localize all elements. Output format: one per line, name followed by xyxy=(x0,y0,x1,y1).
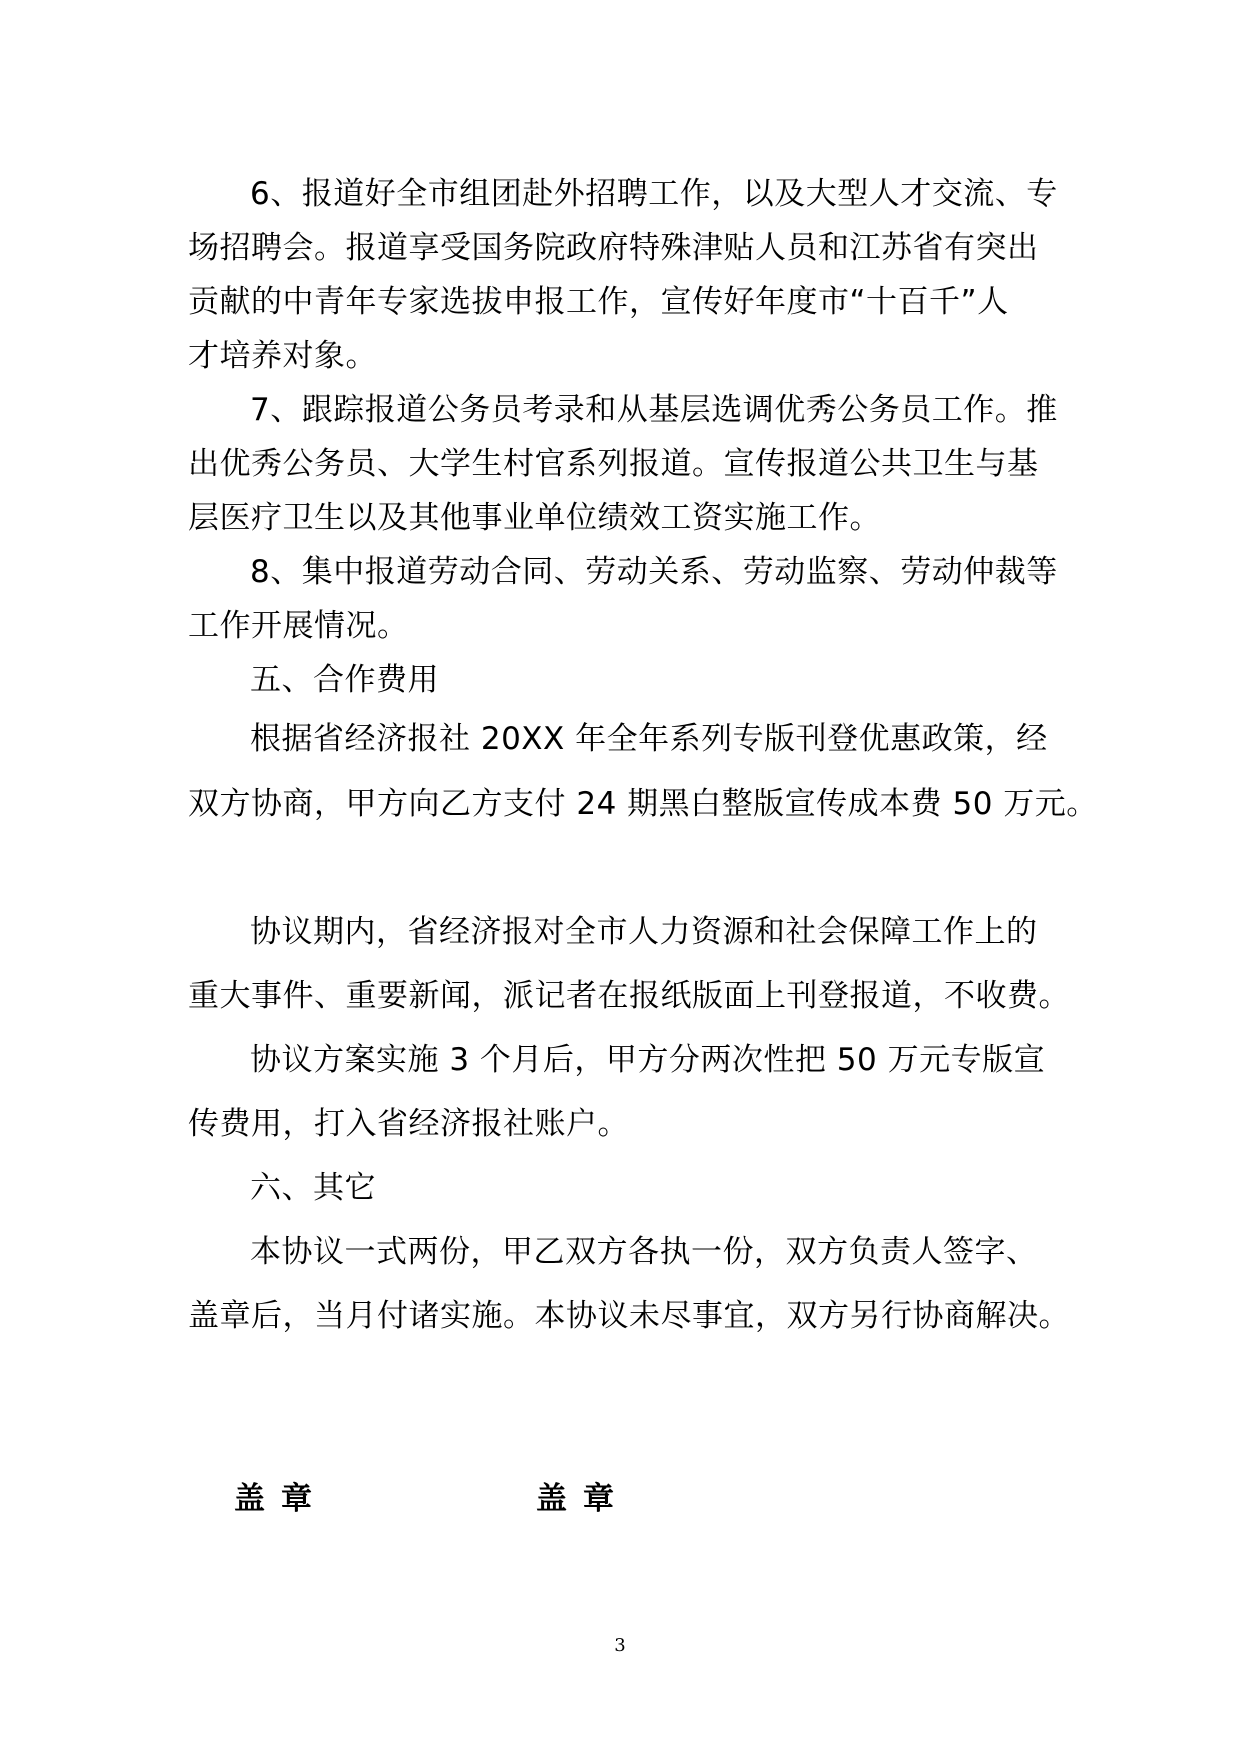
paragraph-line: 协议方案实施 3 个月后，甲方分两次性把 50 万元专版宣 xyxy=(250,1042,1046,1078)
paragraph-line: 传费用，打入省经济报社账户。 xyxy=(188,1106,629,1142)
page-number: 3 xyxy=(614,1635,626,1656)
paragraph-line: 出优秀公务员、大学生村官系列报道。宣传报道公共卫生与基 xyxy=(188,446,1039,482)
paragraph-line: 盖章后，当月付诸实施。本协议未尽事宜，双方另行协商解决。 xyxy=(188,1298,1070,1334)
paragraph-line: 7、跟踪报道公务员考录和从基层选调优秀公务员工作。推 xyxy=(250,392,1058,428)
paragraph-line: 本协议一式两份，甲乙双方各执一份，双方负责人签字、 xyxy=(250,1234,1038,1270)
section-heading: 五、合作费用 xyxy=(250,662,439,698)
section-heading: 六、其它 xyxy=(250,1170,376,1206)
stamp-label-party-b: 盖章 xyxy=(536,1481,630,1517)
paragraph-line: 场招聘会。报道享受国务院政府特殊津贴人员和江苏省有突出 xyxy=(188,230,1039,266)
paragraph-line: 根据省经济报社 20XX 年全年系列专版刊登优惠政策，经 xyxy=(250,721,1048,757)
paragraph-line: 重大事件、重要新闻，派记者在报纸版面上刊登报道，不收费。 xyxy=(188,978,1070,1014)
paragraph-line: 工作开展情况。 xyxy=(188,608,409,644)
paragraph-line: 贡献的中青年专家选拔申报工作，宣传好年度市“十百千”人 xyxy=(188,284,1009,320)
stamp-label-party-a: 盖章 xyxy=(234,1481,328,1517)
paragraph-line: 8、集中报道劳动合同、劳动关系、劳动监察、劳动仲裁等 xyxy=(250,554,1058,590)
paragraph-line: 双方协商，甲方向乙方支付 24 期黑白整版宣传成本费 50 万元。 xyxy=(188,786,1098,822)
paragraph-line: 协议期内，省经济报对全市人力资源和社会保障工作上的 xyxy=(250,914,1038,950)
paragraph-line: 才培养对象。 xyxy=(188,338,377,374)
paragraph-line: 层医疗卫生以及其他事业单位绩效工资实施工作。 xyxy=(188,500,881,536)
paragraph-line: 6、报道好全市组团赴外招聘工作，以及大型人才交流、专 xyxy=(250,176,1058,212)
